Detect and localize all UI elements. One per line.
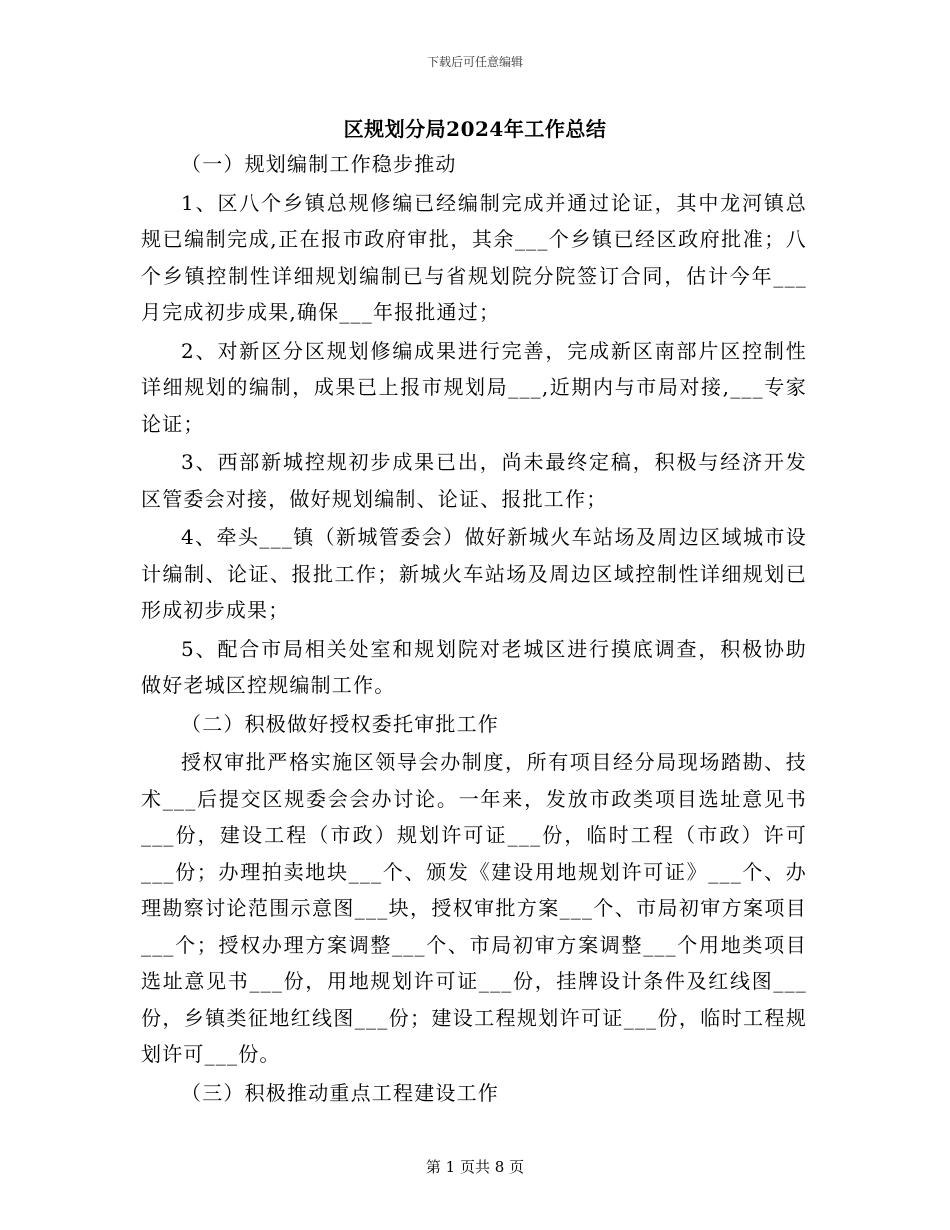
- section-heading-2: （二）积极做好授权委托审批工作: [181, 711, 499, 736]
- section-heading-3: （三）积极推动重点工程建设工作: [181, 1080, 499, 1105]
- paragraph-item-3: 3、西部新城控规初步成果已出，尚未最终定稿，积极与经济开发区管委会对接，做好规划编制、论证、报批工作；: [141, 450, 807, 511]
- paragraph-item-2: 2、对新区分区规划修编成果进行完善，完成新区南部片区控制性详细规划的编制，成果已上报市规划局___,近期内与市局对接,___专家论证；: [141, 338, 807, 436]
- page-footer-number: 第 1 页共 8 页: [425, 1158, 525, 1176]
- document-title: 区规划分局2024年工作总结: [343, 117, 607, 141]
- page-header-note: 下载后可任意编辑: [426, 55, 523, 69]
- paragraph-item-1: 1、区八个乡镇总规修编已经编制完成并通过论证，其中龙河镇总规已编制完成,正在报市政府审批，其余___个乡镇已经区政府批准；八个乡镇控制性详细规划编制已与省规划院分院签订合同，估计今年___月完成初步成果,确保___年报批通过；: [141, 190, 807, 324]
- document-body: [141, 146, 807, 1111]
- paragraph-item-4: 4、牵头___镇（新城管委会）做好新城火车站场及周边区域城市设计编制、论证、报批工作；新城火车站场及周边区域控制性详细规划已形成初步成果；: [141, 525, 807, 622]
- paragraph-approval: 授权审批严格实施区领导会办制度，所有项目经分局现场踏勘、技术___后提交区规委会会办讨论。一年来，发放市政类项目选址意见书___份，建设工程（市政）规划许可证___份，临时工程（市政）许可___份；办理拍卖地块___个、颁发《建设用地规划许可证》___个、办理勘察讨论范围示意图___块，授权审批方案___个、市局初审方案项目___个；授权办理方案调整___个、市局初审方案调整___个用地类项目选址意见书___份，用地规划许可证___份，挂牌设计条件及红线图___份，乡镇类征地红线图___份；建设工程规划许可证___份，临时工程规划许可___份。: [141, 750, 807, 1066]
- paragraph-item-5: 5、配合市局相关处室和规划院对老城区进行摸底调查，积极协助做好老城区控规编制工作。: [141, 636, 807, 697]
- section-heading-1: （一）规划编制工作稳步推动: [181, 152, 457, 176]
